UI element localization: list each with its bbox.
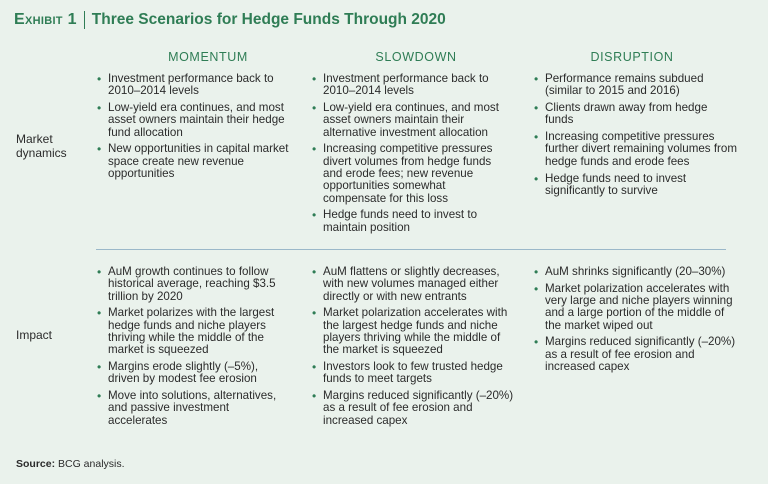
bullet-item: • Hedge funds need to invest significantly to survive	[533, 173, 738, 198]
bullet-item: • Investment performance back to 2010–2014 levels	[311, 73, 511, 98]
header-separator	[84, 11, 85, 29]
column-header-momentum: MOMENTUM	[168, 50, 248, 64]
cell-impact-slowdown	[311, 266, 516, 432]
row-label-line: dynamics	[16, 146, 67, 160]
bullet-item: • Margins erode slightly (–5%), driven by modest fee erosion	[96, 361, 291, 386]
cell-impact-momentum	[96, 266, 291, 432]
cell-impact-disruption	[533, 266, 738, 378]
cell-market-momentum	[96, 73, 291, 185]
bullet-item: • Low-yield era continues, and most asset owners maintain their alternative investment allocation	[311, 102, 511, 139]
source-note	[16, 458, 125, 470]
row-label-line: Impact	[16, 328, 53, 342]
bullet-item: • AuM shrinks significantly (20–30%)	[533, 266, 738, 278]
cell-market-slowdown	[311, 73, 511, 239]
row-label-line: Market	[16, 132, 53, 146]
bullet-item: • AuM flattens or slightly decreases, with new volumes managed either directly or with new entrants	[311, 266, 516, 303]
bullet-item: • Clients drawn away from hedge funds	[533, 102, 738, 127]
bullet-item: • Margins reduced significantly (–20%) as a result of fee erosion and increased capex	[533, 336, 738, 373]
exhibit-header	[14, 8, 446, 32]
column-header-disruption: DISRUPTION	[590, 50, 674, 64]
bullet-item: • Increasing competitive pressures divert volumes from hedge funds and erode fees; new revenue opportunities somewhat compensate for this loss	[311, 143, 511, 204]
cell-market-disruption	[533, 73, 738, 202]
bullet-item: • Investment performance back to 2010–2014 levels	[96, 73, 291, 98]
bullet-item: • Hedge funds need to invest to maintain position	[311, 209, 511, 234]
row-divider	[96, 249, 726, 250]
bullet-item: • Market polarizes with the largest hedge funds and niche players thriving while the middle of the market is squeezed	[96, 307, 291, 356]
bullet-item: • Move into solutions, alternatives, and passive investment accelerates	[96, 390, 291, 427]
bullet-item: • Low-yield era continues, and most asset owners maintain their hedge fund allocation	[96, 102, 291, 139]
bullet-item: • AuM growth continues to follow historical average, reaching $3.5 trillion by 2020	[96, 266, 291, 303]
exhibit-title: Three Scenarios for Hedge Funds Through 2020	[91, 11, 446, 28]
source-label: Source:	[16, 458, 56, 470]
row-label-market-dynamics	[16, 132, 67, 160]
exhibit-label: Exhibit 1	[14, 11, 77, 28]
bullet-item: • New opportunities in capital market space create new revenue opportunities	[96, 143, 291, 180]
bullet-item: • Performance remains subdued (similar to 2015 and 2016)	[533, 73, 738, 98]
row-label-impact	[16, 328, 52, 342]
bullet-item: • Investors look to few trusted hedge funds to meet targets	[311, 361, 516, 386]
bullet-item: • Margins reduced significantly (–20%) as a result of fee erosion and increased capex	[311, 390, 516, 427]
bullet-item: • Market polarization accelerates with very large and niche players winning and a large portion of the middle of the market wiped out	[533, 283, 738, 332]
bullet-item: • Market polarization accelerates with the largest hedge funds and niche players thriving while the middle of the market is squeezed	[311, 307, 516, 356]
source-text: BCG analysis.	[58, 458, 125, 470]
column-header-slowdown: SLOWDOWN	[375, 50, 457, 64]
bullet-item: • Increasing competitive pressures further divert remaining volumes from hedge funds and erode fees	[533, 131, 738, 168]
